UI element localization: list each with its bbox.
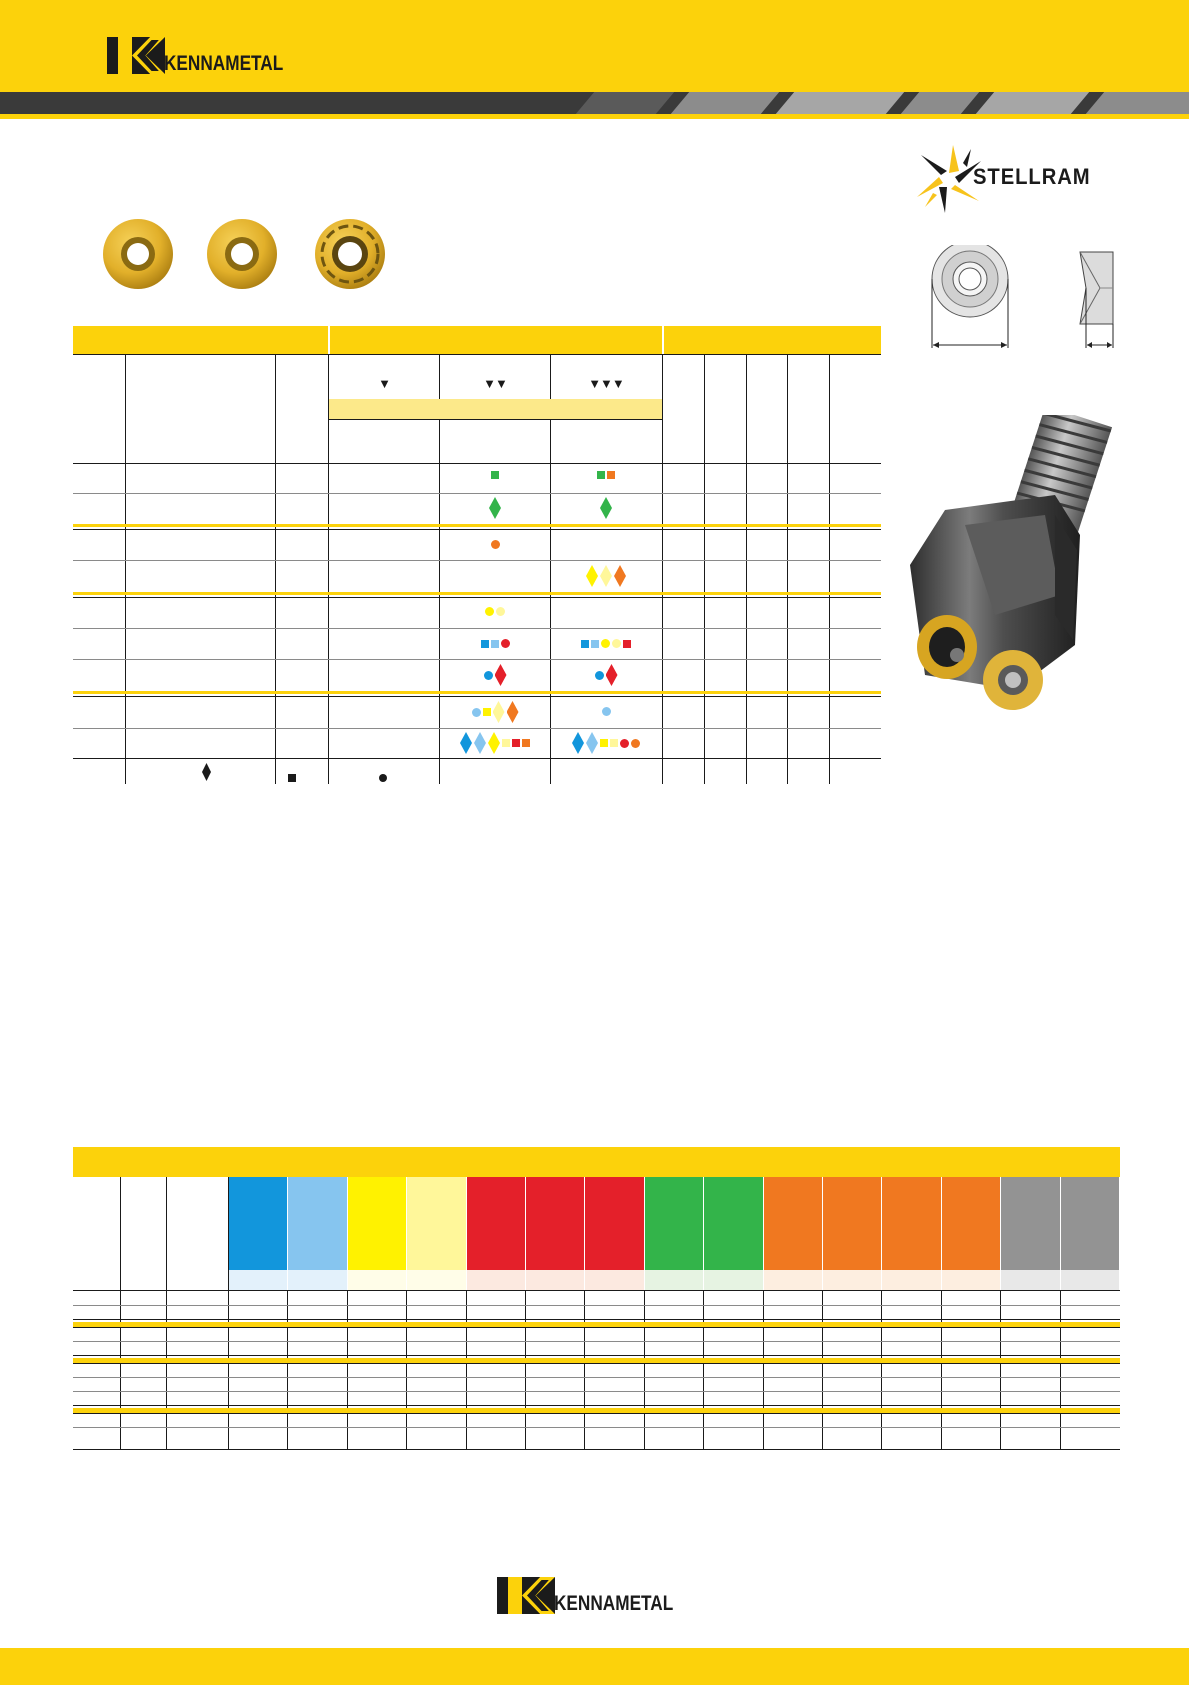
cutting-data-header bbox=[73, 1147, 1120, 1177]
table-rule bbox=[406, 1290, 407, 1450]
iso-color-block bbox=[467, 1177, 525, 1270]
header-yellow-line bbox=[0, 114, 1189, 119]
table-rule bbox=[73, 1319, 1120, 1320]
iso-tint-block bbox=[407, 1270, 465, 1290]
insert-side-view bbox=[1078, 250, 1118, 355]
iso-color-block bbox=[764, 1177, 822, 1270]
insert-round-2 bbox=[207, 219, 277, 289]
stellram-wordmark: STELLRAM bbox=[973, 164, 1091, 189]
iso-tint-block bbox=[229, 1270, 287, 1290]
iso-color-block bbox=[407, 1177, 465, 1270]
table-rule bbox=[73, 1290, 1120, 1291]
iso-tint-block bbox=[942, 1270, 1000, 1290]
table-rule bbox=[1060, 1290, 1061, 1450]
iso-color-block bbox=[585, 1177, 643, 1270]
grade-marks bbox=[551, 732, 661, 754]
ap-level-heavy: ▼▼▼ bbox=[588, 376, 624, 391]
iso-color-block bbox=[288, 1177, 346, 1270]
table-rule bbox=[525, 1290, 526, 1450]
grade-marks bbox=[440, 664, 550, 686]
table-rule bbox=[73, 1449, 1120, 1450]
grade-marks bbox=[551, 664, 661, 686]
table-rule bbox=[73, 1377, 1120, 1378]
table-rule bbox=[466, 1290, 467, 1450]
iso-tint-block bbox=[1001, 1270, 1059, 1290]
grade-marks bbox=[440, 471, 550, 479]
cutting-data-table bbox=[73, 1147, 1120, 1450]
iso-tint-block bbox=[467, 1270, 525, 1290]
grade-marks bbox=[440, 497, 550, 519]
table-rule bbox=[763, 1290, 764, 1450]
table-rule bbox=[703, 1290, 704, 1450]
grade-marks bbox=[440, 732, 550, 754]
grade-marks bbox=[551, 471, 661, 479]
table-rule bbox=[584, 1290, 585, 1450]
iso-color-block bbox=[823, 1177, 881, 1270]
stellram-logo bbox=[913, 143, 1113, 215]
ap-level-medium: ▼▼ bbox=[483, 376, 507, 391]
kennametal-k-icon bbox=[497, 1577, 555, 1614]
iso-tint-block bbox=[585, 1270, 643, 1290]
grade-marks bbox=[551, 639, 661, 648]
kennametal-wordmark: KENNAMETAL bbox=[554, 1592, 674, 1615]
table-rule bbox=[347, 1290, 348, 1450]
iso-tint-block bbox=[526, 1270, 584, 1290]
grade-marks bbox=[440, 639, 550, 648]
table-rule bbox=[73, 1363, 1120, 1364]
table-rule bbox=[73, 1305, 1120, 1306]
iso-tint-block bbox=[1061, 1270, 1119, 1290]
grade-selection-table bbox=[73, 326, 881, 761]
insert-photos bbox=[100, 218, 390, 290]
iso-color-block bbox=[645, 1177, 703, 1270]
table-rule bbox=[73, 1341, 1120, 1342]
iso-color-block bbox=[526, 1177, 584, 1270]
kennametal-logo bbox=[107, 37, 313, 75]
milling-cutter-image bbox=[905, 415, 1140, 735]
iso-color-block bbox=[1001, 1177, 1059, 1270]
insert-top-view bbox=[925, 245, 1015, 355]
table-rule bbox=[73, 1413, 1120, 1414]
insert-round-3 bbox=[315, 219, 385, 289]
iso-color-block bbox=[348, 1177, 406, 1270]
grade-marks bbox=[440, 607, 550, 616]
grade-marks bbox=[551, 497, 661, 519]
page-footer bbox=[0, 1648, 1189, 1685]
iso-tint-block bbox=[704, 1270, 762, 1290]
iso-tint-block bbox=[348, 1270, 406, 1290]
kennametal-k-icon bbox=[107, 37, 165, 74]
iso-color-block bbox=[229, 1177, 287, 1270]
table-rule bbox=[1000, 1290, 1001, 1450]
iso-tint-block bbox=[764, 1270, 822, 1290]
grade-marks bbox=[440, 540, 550, 549]
table-rule bbox=[73, 1327, 1120, 1328]
table-rule bbox=[73, 1427, 1120, 1428]
legend-square-icon bbox=[288, 769, 296, 787]
insert-round-1 bbox=[103, 219, 173, 289]
iso-color-block bbox=[704, 1177, 762, 1270]
legend-circle-icon bbox=[379, 769, 387, 787]
grade-subheader-bar bbox=[329, 399, 662, 419]
ap-level-light: ▼ bbox=[378, 376, 390, 391]
table-rule bbox=[73, 1405, 1120, 1406]
iso-color-block bbox=[882, 1177, 940, 1270]
table-rule bbox=[73, 1355, 1120, 1356]
kennametal-wordmark: KENNAMETAL bbox=[164, 52, 284, 75]
table-rule bbox=[941, 1290, 942, 1450]
table-rule bbox=[73, 1391, 1120, 1392]
grade-table-header bbox=[73, 326, 881, 354]
iso-tint-block bbox=[288, 1270, 346, 1290]
iso-tint-block bbox=[823, 1270, 881, 1290]
grade-marks bbox=[551, 565, 661, 587]
iso-color-block bbox=[1061, 1177, 1119, 1270]
iso-tint-block bbox=[882, 1270, 940, 1290]
grade-marks bbox=[551, 707, 661, 716]
table-rule bbox=[822, 1290, 823, 1450]
iso-tint-block bbox=[645, 1270, 703, 1290]
table-rule bbox=[881, 1290, 882, 1450]
table-rule bbox=[287, 1290, 288, 1450]
table-rule bbox=[644, 1290, 645, 1450]
legend-diamond-icon bbox=[202, 763, 211, 786]
header-stripe bbox=[0, 92, 1189, 114]
grade-marks bbox=[440, 701, 550, 723]
iso-color-block bbox=[942, 1177, 1000, 1270]
footer-logo bbox=[497, 1577, 703, 1615]
